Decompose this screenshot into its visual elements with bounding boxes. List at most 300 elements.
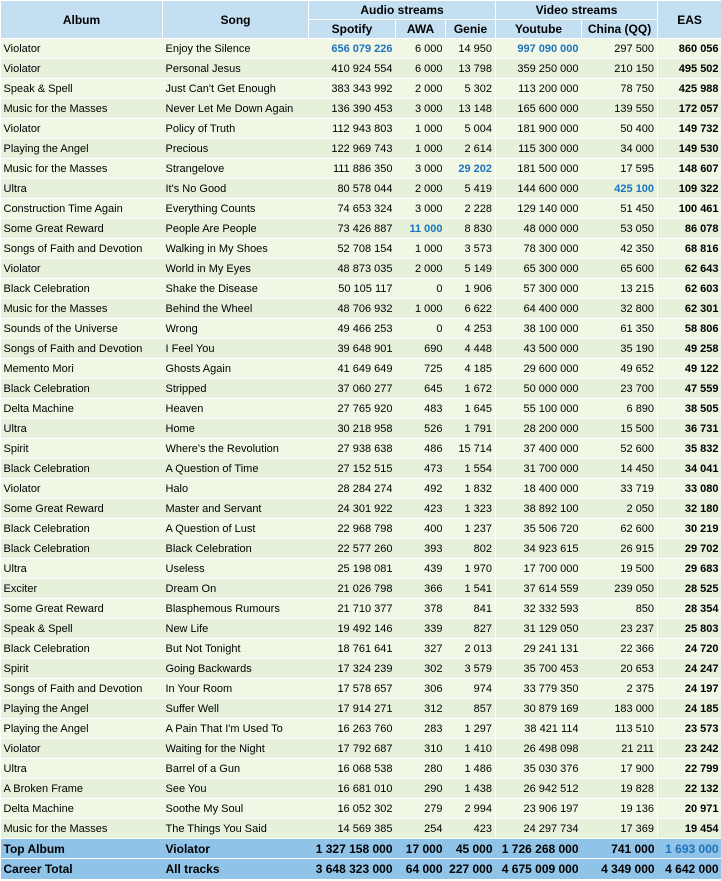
eas-cell: 35 832 (658, 439, 721, 459)
table-row[interactable] (1, 419, 721, 439)
genie-cell: 1 906 (446, 279, 496, 299)
song-cell: Personal Jesus (163, 59, 309, 79)
youtube-cell: 115 300 000 (496, 139, 582, 159)
album-cell: Some Great Reward (1, 219, 163, 239)
china-qq-cell: 113 510 (582, 719, 658, 739)
album-cell: Exciter (1, 579, 163, 599)
awa-cell: 645 (396, 379, 446, 399)
eas-cell: 24 197 (658, 679, 721, 699)
table-row[interactable] (1, 39, 721, 59)
table-row[interactable] (1, 639, 721, 659)
album-cell: Violator (1, 739, 163, 759)
genie-cell: 5 149 (446, 259, 496, 279)
china-qq-cell: 26 915 (582, 539, 658, 559)
table-row[interactable] (1, 479, 721, 499)
spotify-cell: 24 301 922 (309, 499, 396, 519)
table-row[interactable] (1, 539, 721, 559)
eas-cell: 22 132 (658, 779, 721, 799)
album-cell: Music for the Masses (1, 819, 163, 839)
genie-cell: 1 410 (446, 739, 496, 759)
genie-cell: 1 486 (446, 759, 496, 779)
song-cell: Precious (163, 139, 309, 159)
youtube-cell: 37 614 559 (496, 579, 582, 599)
song-cell: New Life (163, 619, 309, 639)
table-row[interactable] (1, 279, 721, 299)
spotify-cell: 37 060 277 (309, 379, 396, 399)
eas-cell: 25 803 (658, 619, 721, 639)
awa-cell: 725 (396, 359, 446, 379)
album-cell: Black Celebration (1, 459, 163, 479)
china-qq-cell: 62 600 (582, 519, 658, 539)
table-body (1, 39, 721, 839)
spotify-cell: 22 968 798 (309, 519, 396, 539)
footer-genie-cell: 227 000 (446, 859, 496, 879)
youtube-cell: 24 297 734 (496, 819, 582, 839)
eas-cell: 28 525 (658, 579, 721, 599)
album-cell: Ultra (1, 759, 163, 779)
table-row[interactable] (1, 779, 721, 799)
awa-cell: 378 (396, 599, 446, 619)
youtube-cell: 359 250 000 (496, 59, 582, 79)
awa-cell: 473 (396, 459, 446, 479)
table-row[interactable] (1, 199, 721, 219)
footer-china-qq-cell: 4 349 000 (582, 859, 658, 879)
awa-cell: 439 (396, 559, 446, 579)
awa-cell: 339 (396, 619, 446, 639)
genie-cell: 6 622 (446, 299, 496, 319)
spotify-cell: 111 886 350 (309, 159, 396, 179)
youtube-cell: 33 779 350 (496, 679, 582, 699)
spotify-cell: 17 792 687 (309, 739, 396, 759)
awa-cell: 11 000 (396, 219, 446, 239)
song-cell: Soothe My Soul (163, 799, 309, 819)
china-qq-cell: 78 750 (582, 79, 658, 99)
spotify-cell: 21 710 377 (309, 599, 396, 619)
awa-cell: 302 (396, 659, 446, 679)
footer-song-cell: Violator (163, 839, 309, 859)
album-cell: Speak & Spell (1, 79, 163, 99)
table-row[interactable] (1, 379, 721, 399)
awa-cell: 2 000 (396, 259, 446, 279)
youtube-cell: 144 600 000 (496, 179, 582, 199)
youtube-cell: 38 100 000 (496, 319, 582, 339)
header-album[interactable]: Album (1, 1, 163, 39)
table-row[interactable] (1, 579, 721, 599)
song-cell: Where's the Revolution (163, 439, 309, 459)
album-cell: Delta Machine (1, 799, 163, 819)
youtube-cell: 129 140 000 (496, 199, 582, 219)
awa-cell: 279 (396, 799, 446, 819)
eas-cell: 28 354 (658, 599, 721, 619)
youtube-cell: 113 200 000 (496, 79, 582, 99)
eas-cell: 860 056 (658, 39, 721, 59)
spotify-cell: 50 105 117 (309, 279, 396, 299)
footer-eas-cell: 1 693 000 (658, 839, 721, 859)
header-youtube[interactable]: Youtube (496, 20, 582, 39)
awa-cell: 0 (396, 279, 446, 299)
spotify-cell: 21 026 798 (309, 579, 396, 599)
spotify-cell: 16 263 760 (309, 719, 396, 739)
song-cell: It's No Good (163, 179, 309, 199)
china-qq-cell: 52 600 (582, 439, 658, 459)
genie-cell: 3 573 (446, 239, 496, 259)
song-cell: Everything Counts (163, 199, 309, 219)
awa-cell: 3 000 (396, 199, 446, 219)
genie-cell: 13 148 (446, 99, 496, 119)
song-cell: A Question of Lust (163, 519, 309, 539)
footer-song-cell: All tracks (163, 859, 309, 879)
table-row[interactable] (1, 339, 721, 359)
awa-cell: 6 000 (396, 59, 446, 79)
china-qq-cell: 6 890 (582, 399, 658, 419)
album-cell: Playing the Angel (1, 719, 163, 739)
youtube-cell: 23 906 197 (496, 799, 582, 819)
spotify-cell: 48 873 035 (309, 259, 396, 279)
album-cell: Sounds of the Universe (1, 319, 163, 339)
china-qq-cell: 42 350 (582, 239, 658, 259)
eas-cell: 68 816 (658, 239, 721, 259)
header-genie[interactable]: Genie (446, 20, 496, 39)
album-cell: Songs of Faith and Devotion (1, 239, 163, 259)
eas-cell: 36 731 (658, 419, 721, 439)
table-row[interactable] (1, 359, 721, 379)
awa-cell: 280 (396, 759, 446, 779)
song-cell: Suffer Well (163, 699, 309, 719)
china-qq-cell: 53 050 (582, 219, 658, 239)
album-cell: Playing the Angel (1, 139, 163, 159)
table-row[interactable] (1, 119, 721, 139)
album-cell: Black Celebration (1, 379, 163, 399)
china-qq-cell: 15 500 (582, 419, 658, 439)
eas-cell: 100 461 (658, 199, 721, 219)
spotify-cell: 74 653 324 (309, 199, 396, 219)
table-row[interactable] (1, 159, 721, 179)
china-qq-cell: 65 600 (582, 259, 658, 279)
youtube-cell: 29 600 000 (496, 359, 582, 379)
song-cell: Barrel of a Gun (163, 759, 309, 779)
eas-cell: 24 720 (658, 639, 721, 659)
table-row[interactable] (1, 179, 721, 199)
album-cell: Delta Machine (1, 399, 163, 419)
awa-cell: 312 (396, 699, 446, 719)
table-row[interactable] (1, 719, 721, 739)
table-row[interactable] (1, 459, 721, 479)
spotify-cell: 49 466 253 (309, 319, 396, 339)
album-cell: Violator (1, 479, 163, 499)
eas-cell: 23 242 (658, 739, 721, 759)
genie-cell: 1 672 (446, 379, 496, 399)
table-row[interactable] (1, 559, 721, 579)
genie-cell: 14 950 (446, 39, 496, 59)
youtube-cell: 28 200 000 (496, 419, 582, 439)
awa-cell: 3 000 (396, 99, 446, 119)
spotify-cell: 27 765 920 (309, 399, 396, 419)
china-qq-cell: 49 652 (582, 359, 658, 379)
china-qq-cell: 19 828 (582, 779, 658, 799)
china-qq-cell: 183 000 (582, 699, 658, 719)
album-cell: Construction Time Again (1, 199, 163, 219)
awa-cell: 306 (396, 679, 446, 699)
china-qq-cell: 2 375 (582, 679, 658, 699)
song-cell: Policy of Truth (163, 119, 309, 139)
spotify-cell: 656 079 226 (309, 39, 396, 59)
spotify-cell: 30 218 958 (309, 419, 396, 439)
table-row[interactable] (1, 439, 721, 459)
table-row[interactable] (1, 619, 721, 639)
youtube-cell: 43 500 000 (496, 339, 582, 359)
header-audio-streams: Audio streams (309, 1, 496, 20)
spotify-cell: 410 924 554 (309, 59, 396, 79)
song-cell: Never Let Me Down Again (163, 99, 309, 119)
awa-cell: 483 (396, 399, 446, 419)
eas-cell: 49 122 (658, 359, 721, 379)
genie-cell: 5 004 (446, 119, 496, 139)
spotify-cell: 48 706 932 (309, 299, 396, 319)
album-cell: Violator (1, 259, 163, 279)
song-cell: Halo (163, 479, 309, 499)
genie-cell: 3 579 (446, 659, 496, 679)
awa-cell: 1 000 (396, 239, 446, 259)
china-qq-cell: 32 800 (582, 299, 658, 319)
table-row[interactable] (1, 259, 721, 279)
awa-cell: 393 (396, 539, 446, 559)
genie-cell: 4 185 (446, 359, 496, 379)
youtube-cell: 30 879 169 (496, 699, 582, 719)
song-cell: The Things You Said (163, 819, 309, 839)
spotify-cell: 136 390 453 (309, 99, 396, 119)
china-qq-cell: 17 595 (582, 159, 658, 179)
album-cell: Violator (1, 119, 163, 139)
spotify-cell: 17 578 657 (309, 679, 396, 699)
youtube-cell: 64 400 000 (496, 299, 582, 319)
table-row[interactable] (1, 759, 721, 779)
header-spotify[interactable]: Spotify (309, 20, 396, 39)
genie-cell: 1 297 (446, 719, 496, 739)
footer-album-cell: Top Album (1, 839, 163, 859)
song-cell: A Question of Time (163, 459, 309, 479)
genie-cell: 5 302 (446, 79, 496, 99)
table-row[interactable] (1, 139, 721, 159)
eas-cell: 149 732 (658, 119, 721, 139)
table-row[interactable] (1, 239, 721, 259)
header-video-streams: Video streams (496, 1, 658, 20)
album-cell: Spirit (1, 659, 163, 679)
eas-cell: 32 180 (658, 499, 721, 519)
table-footer (1, 839, 721, 879)
eas-cell: 495 502 (658, 59, 721, 79)
genie-cell: 423 (446, 819, 496, 839)
career-total-row (1, 859, 721, 879)
album-cell: Violator (1, 59, 163, 79)
awa-cell: 1 000 (396, 139, 446, 159)
spotify-cell: 16 068 538 (309, 759, 396, 779)
youtube-cell: 65 300 000 (496, 259, 582, 279)
youtube-cell: 37 400 000 (496, 439, 582, 459)
awa-cell: 2 000 (396, 179, 446, 199)
spotify-cell: 16 052 302 (309, 799, 396, 819)
eas-cell: 49 258 (658, 339, 721, 359)
china-qq-cell: 34 000 (582, 139, 658, 159)
eas-cell: 86 078 (658, 219, 721, 239)
china-qq-cell: 50 400 (582, 119, 658, 139)
album-cell: Spirit (1, 439, 163, 459)
song-cell: Master and Servant (163, 499, 309, 519)
table-row[interactable] (1, 679, 721, 699)
china-qq-cell: 19 500 (582, 559, 658, 579)
genie-cell: 1 970 (446, 559, 496, 579)
table-row[interactable] (1, 399, 721, 419)
china-qq-cell: 14 450 (582, 459, 658, 479)
footer-awa-cell: 64 000 (396, 859, 446, 879)
genie-cell: 2 013 (446, 639, 496, 659)
youtube-cell: 31 129 050 (496, 619, 582, 639)
china-qq-cell: 297 500 (582, 39, 658, 59)
genie-cell: 1 541 (446, 579, 496, 599)
genie-cell: 841 (446, 599, 496, 619)
genie-cell: 827 (446, 619, 496, 639)
china-qq-cell: 22 366 (582, 639, 658, 659)
genie-cell: 1 438 (446, 779, 496, 799)
header-china-qq[interactable]: China (QQ) (582, 20, 658, 39)
eas-cell: 33 080 (658, 479, 721, 499)
spotify-cell: 19 492 146 (309, 619, 396, 639)
table-row[interactable] (1, 519, 721, 539)
genie-cell: 1 645 (446, 399, 496, 419)
song-cell: A Pain That I'm Used To (163, 719, 309, 739)
header-eas[interactable]: EAS (658, 1, 721, 39)
awa-cell: 254 (396, 819, 446, 839)
spotify-cell: 27 152 515 (309, 459, 396, 479)
spotify-cell: 41 649 649 (309, 359, 396, 379)
album-cell: Black Celebration (1, 639, 163, 659)
song-cell: Going Backwards (163, 659, 309, 679)
table-row[interactable] (1, 599, 721, 619)
youtube-cell: 35 030 376 (496, 759, 582, 779)
youtube-cell: 57 300 000 (496, 279, 582, 299)
awa-cell: 1 000 (396, 119, 446, 139)
song-cell: Dream On (163, 579, 309, 599)
table-row[interactable] (1, 59, 721, 79)
youtube-cell: 17 700 000 (496, 559, 582, 579)
eas-cell: 30 219 (658, 519, 721, 539)
table-row[interactable] (1, 699, 721, 719)
spotify-cell: 18 761 641 (309, 639, 396, 659)
genie-cell: 857 (446, 699, 496, 719)
eas-cell: 149 530 (658, 139, 721, 159)
table-row[interactable] (1, 819, 721, 839)
youtube-cell: 78 300 000 (496, 239, 582, 259)
table-row[interactable] (1, 319, 721, 339)
eas-cell: 24 185 (658, 699, 721, 719)
spotify-cell: 17 914 271 (309, 699, 396, 719)
top-album-row (1, 839, 721, 859)
youtube-cell: 31 700 000 (496, 459, 582, 479)
eas-cell: 62 603 (658, 279, 721, 299)
spotify-cell: 73 426 887 (309, 219, 396, 239)
youtube-cell: 55 100 000 (496, 399, 582, 419)
china-qq-cell: 20 653 (582, 659, 658, 679)
youtube-cell: 38 421 114 (496, 719, 582, 739)
table-row[interactable] (1, 299, 721, 319)
header-awa[interactable]: AWA (396, 20, 446, 39)
youtube-cell: 29 241 131 (496, 639, 582, 659)
header-song[interactable]: Song (163, 1, 309, 39)
table-row[interactable] (1, 79, 721, 99)
awa-cell: 327 (396, 639, 446, 659)
spotify-cell: 17 324 239 (309, 659, 396, 679)
youtube-cell: 34 923 615 (496, 539, 582, 559)
table-row[interactable] (1, 739, 721, 759)
china-qq-cell: 210 150 (582, 59, 658, 79)
song-cell: World in My Eyes (163, 259, 309, 279)
awa-cell: 690 (396, 339, 446, 359)
spotify-cell: 25 198 081 (309, 559, 396, 579)
youtube-cell: 32 332 593 (496, 599, 582, 619)
album-cell: Memento Mori (1, 359, 163, 379)
awa-cell: 2 000 (396, 79, 446, 99)
awa-cell: 6 000 (396, 39, 446, 59)
album-cell: Violator (1, 39, 163, 59)
song-cell: Blasphemous Rumours (163, 599, 309, 619)
table-row[interactable] (1, 659, 721, 679)
china-qq-cell: 35 190 (582, 339, 658, 359)
song-cell: Strangelove (163, 159, 309, 179)
song-cell: People Are People (163, 219, 309, 239)
genie-cell: 4 448 (446, 339, 496, 359)
china-qq-cell: 2 050 (582, 499, 658, 519)
china-qq-cell: 13 215 (582, 279, 658, 299)
song-cell: But Not Tonight (163, 639, 309, 659)
table-row[interactable] (1, 499, 721, 519)
youtube-cell: 26 942 512 (496, 779, 582, 799)
song-cell: Ghosts Again (163, 359, 309, 379)
song-cell: Useless (163, 559, 309, 579)
genie-cell: 8 830 (446, 219, 496, 239)
eas-cell: 109 322 (658, 179, 721, 199)
eas-cell: 24 247 (658, 659, 721, 679)
youtube-cell: 997 090 000 (496, 39, 582, 59)
table-row[interactable] (1, 99, 721, 119)
eas-cell: 425 988 (658, 79, 721, 99)
eas-cell: 148 607 (658, 159, 721, 179)
awa-cell: 290 (396, 779, 446, 799)
spotify-cell: 27 938 638 (309, 439, 396, 459)
spotify-cell: 39 648 901 (309, 339, 396, 359)
eas-cell: 29 702 (658, 539, 721, 559)
album-cell: Ultra (1, 419, 163, 439)
spotify-cell: 80 578 044 (309, 179, 396, 199)
china-qq-cell: 21 211 (582, 739, 658, 759)
song-cell: Enjoy the Silence (163, 39, 309, 59)
album-cell: Some Great Reward (1, 599, 163, 619)
youtube-cell: 35 700 453 (496, 659, 582, 679)
awa-cell: 310 (396, 739, 446, 759)
genie-cell: 1 237 (446, 519, 496, 539)
table-row[interactable] (1, 799, 721, 819)
spotify-cell: 122 969 743 (309, 139, 396, 159)
album-cell: Some Great Reward (1, 499, 163, 519)
eas-cell: 172 057 (658, 99, 721, 119)
china-qq-cell: 23 237 (582, 619, 658, 639)
genie-cell: 802 (446, 539, 496, 559)
youtube-cell: 48 000 000 (496, 219, 582, 239)
awa-cell: 283 (396, 719, 446, 739)
china-qq-cell: 239 050 (582, 579, 658, 599)
eas-cell: 22 799 (658, 759, 721, 779)
spotify-cell: 52 708 154 (309, 239, 396, 259)
table-row[interactable] (1, 219, 721, 239)
youtube-cell: 38 892 100 (496, 499, 582, 519)
